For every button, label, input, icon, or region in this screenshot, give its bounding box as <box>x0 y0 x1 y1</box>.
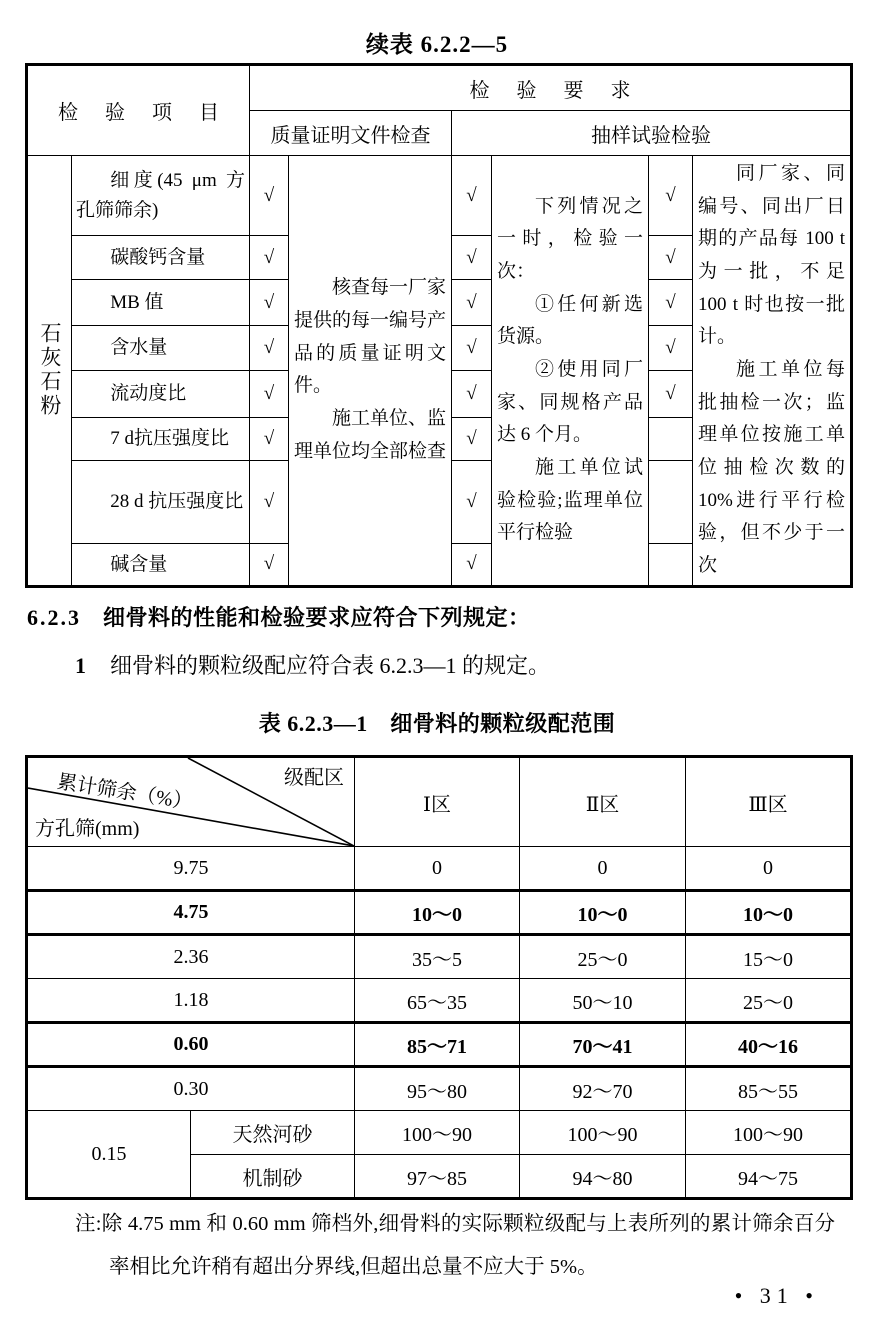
sample-check2-6 <box>649 461 693 543</box>
category-cell <box>27 156 72 587</box>
header-quality-document-check: 质量证明文件检查 <box>250 111 452 156</box>
batch-paragraph: 同厂家、同编号、同出厂日期的产品每 100 t 为一批，不足 100 t 时也按一批计。 <box>698 163 846 348</box>
sample-check2-7 <box>649 543 693 586</box>
grading-value: 0 <box>355 847 520 891</box>
sample-check1-6: √ <box>452 461 492 543</box>
sand-type-manufactured: 机制砂 <box>191 1155 355 1199</box>
doc-check-1: √ <box>250 236 289 280</box>
grading-value: 100～90 <box>355 1111 520 1155</box>
condition-paragraph: 施工单位试验检验;监理单位平行检验 <box>497 457 643 544</box>
grading-value: 95～80 <box>355 1067 520 1111</box>
grading-value: 94～75 <box>686 1155 852 1199</box>
header-sampling-test: 抽样试验检验 <box>452 111 852 156</box>
sample-check1-1: √ <box>452 236 492 280</box>
sample-check2-3: √ <box>649 326 693 371</box>
grading-value: 94～80 <box>520 1155 686 1199</box>
grading-value: 40～16 <box>686 1023 852 1067</box>
item-mb-value: MB 值 <box>72 280 250 326</box>
grading-value: 10～0 <box>686 891 852 935</box>
corner-header-cell <box>27 757 355 847</box>
grading-value: 10～0 <box>355 891 520 935</box>
gradation-table <box>25 755 853 1200</box>
grading-value: 65～35 <box>355 979 520 1023</box>
grading-value: 35～5 <box>355 935 520 979</box>
sampling-condition-cell <box>492 156 649 587</box>
sample-check1-3: √ <box>452 326 492 371</box>
gradation-table-title: 表 6.2.3—1 细骨料的颗粒级配范围 <box>258 711 616 736</box>
grading-value: 0 <box>520 847 686 891</box>
category-label: 石灰石粉 <box>38 322 62 419</box>
corner-label-cumulative: 累计筛余（%） <box>55 770 195 815</box>
grading-value: 25～0 <box>686 979 852 1023</box>
sample-check2-1: √ <box>649 236 693 280</box>
sieve-size-015: 0.15 <box>27 1111 191 1199</box>
section-number: 6.2.3 <box>27 605 81 630</box>
doc-check-3: √ <box>250 326 289 371</box>
zone-2-header: Ⅱ区 <box>520 757 686 847</box>
grading-value: 100～90 <box>686 1111 852 1155</box>
grading-value: 15～0 <box>686 935 852 979</box>
header-inspection-item: 检 验 项 目 <box>27 65 250 156</box>
item-7d-strength-ratio: 7 d抗压强度比 <box>72 417 250 461</box>
corner-label-zone: 级配区 <box>284 767 344 789</box>
doc-paragraph: 施工单位、监理单位均全部检查 <box>294 408 447 462</box>
item-alkali-content: 碱含量 <box>72 543 250 586</box>
condition-paragraph: 下列情况之一时，检验一次： <box>497 195 643 283</box>
condition-paragraph: ②使用同厂家、同规格产品达 6 个月。 <box>497 359 643 446</box>
grading-value: 92～70 <box>520 1067 686 1111</box>
header-inspection-requirement: 检 验 要 求 <box>250 65 852 111</box>
inspection-requirements-table <box>25 63 853 588</box>
grading-value: 85～55 <box>686 1067 852 1111</box>
item-fluidity-ratio: 流动度比 <box>72 370 250 417</box>
sample-check2-5 <box>649 417 693 461</box>
sample-check1-2: √ <box>452 280 492 326</box>
batch-paragraph: 施工单位每批抽检一次；监理单位按施工单位抽检次数的 10%进行平行检验，但不少于一次 <box>698 359 846 577</box>
doc-check-description-cell <box>289 156 452 587</box>
corner-label-sieve: 方孔筛(mm) <box>35 818 140 840</box>
item-28d-strength-ratio: 28 d 抗压强度比 <box>72 461 250 543</box>
sample-check1-7: √ <box>452 543 492 586</box>
page-number: • 31 • <box>734 1283 819 1308</box>
grading-value: 50～10 <box>520 979 686 1023</box>
zone-1-header: Ⅰ区 <box>355 757 520 847</box>
sample-check1-0: √ <box>452 156 492 236</box>
section-text: 细骨料的性能和检验要求应符合下列规定： <box>103 605 531 630</box>
sample-check1-5: √ <box>452 417 492 461</box>
doc-paragraph: 核查每一厂家提供的每一编号产品的质量证明文件。 <box>294 277 447 397</box>
sieve-size: 2.36 <box>27 935 355 979</box>
doc-check-4: √ <box>250 370 289 417</box>
item-water-content: 含水量 <box>72 326 250 371</box>
sample-check2-0: √ <box>649 156 693 236</box>
clause-number: 1 <box>75 653 86 678</box>
grading-value: 10～0 <box>520 891 686 935</box>
sieve-size: 1.18 <box>27 979 355 1023</box>
item-fineness: 细度(45 μm 方孔筛筛余) <box>72 156 250 236</box>
grading-value: 70～41 <box>520 1023 686 1067</box>
item-caco3: 碳酸钙含量 <box>72 236 250 280</box>
sample-check1-4: √ <box>452 370 492 417</box>
grading-value: 97～85 <box>355 1155 520 1199</box>
doc-check-0: √ <box>250 156 289 236</box>
sand-type-natural: 天然河砂 <box>191 1111 355 1155</box>
doc-check-5: √ <box>250 417 289 461</box>
sieve-size: 4.75 <box>27 891 355 935</box>
sieve-size: 0.30 <box>27 1067 355 1111</box>
sample-check2-4: √ <box>649 370 693 417</box>
continued-table-title: 续表 6.2.2—5 <box>365 32 509 57</box>
table-note-text: 注:除 4.75 mm 和 0.60 mm 筛档外,细骨料的实际颗粒级配与上表所列的累计筛余百分率相比允许稍有超出分界线,但超出总量不应大于 5%。 <box>75 1213 835 1279</box>
clause-text: 细骨料的颗粒级配应符合表 6.2.3—1 的规定。 <box>110 653 551 678</box>
grading-value: 0 <box>686 847 852 891</box>
condition-paragraph: ①任何新选货源。 <box>497 293 643 348</box>
grading-value: 25～0 <box>520 935 686 979</box>
sieve-size: 9.75 <box>27 847 355 891</box>
doc-check-6: √ <box>250 461 289 543</box>
doc-check-7: √ <box>250 543 289 586</box>
sieve-size: 0.60 <box>27 1023 355 1067</box>
clause-line <box>75 649 855 680</box>
sample-check2-2: √ <box>649 280 693 326</box>
grading-value: 85～71 <box>355 1023 520 1067</box>
doc-check-2: √ <box>250 280 289 326</box>
section-heading <box>27 601 847 632</box>
grading-value: 100～90 <box>520 1111 686 1155</box>
table-note <box>75 1203 835 1289</box>
batch-rule-cell <box>693 156 852 587</box>
zone-3-header: Ⅲ区 <box>686 757 852 847</box>
